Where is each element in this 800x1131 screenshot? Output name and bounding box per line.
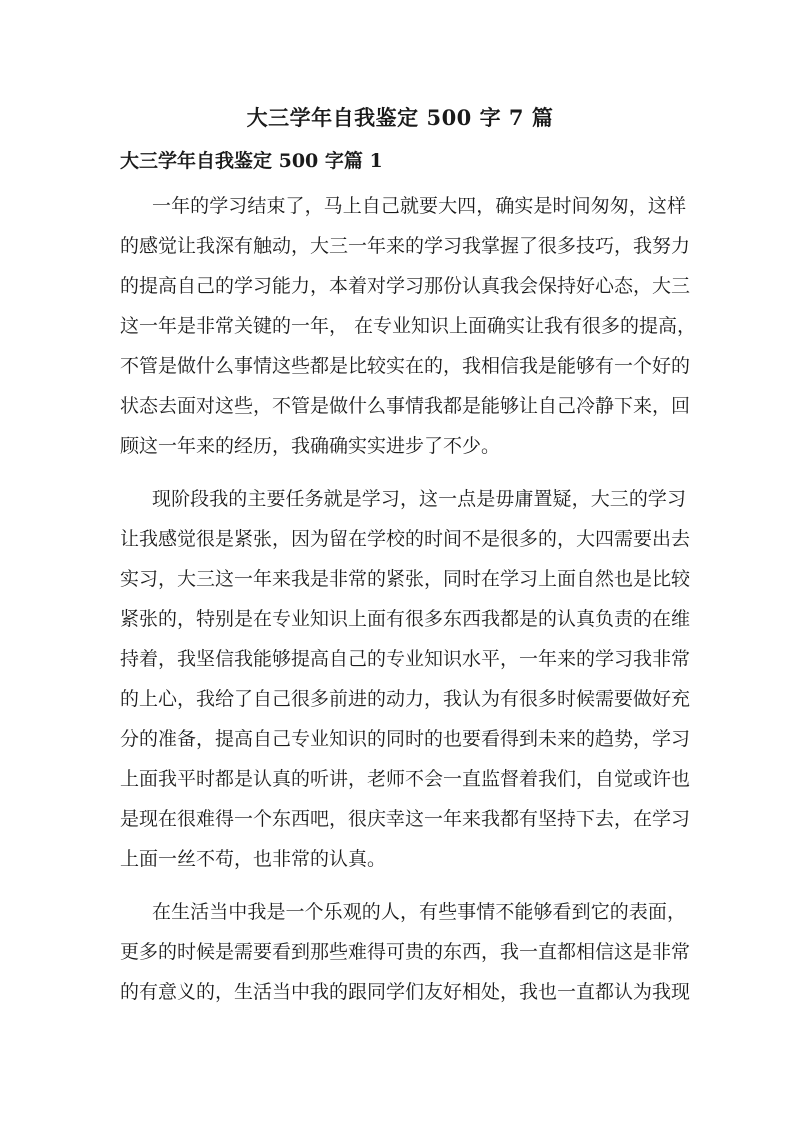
paragraph-line: 现阶段我的主要任务就是学习，这一点是毋庸置疑，大三的学习 — [152, 488, 686, 510]
paragraph-line: 上面一丝不苟，也非常的认真。 — [120, 848, 387, 870]
paragraph-line: 一年的学习结束了，马上自己就要大四，确实是时间匆匆，这样 — [152, 195, 686, 217]
paragraph-gap — [120, 879, 686, 892]
paragraph-line: 是现在很难得一个东西吧，很庆幸这一年来我都有坚持下去，在学习 — [120, 808, 691, 830]
document-title: 大三学年自我鉴定 500 字 7 篇 — [246, 105, 554, 130]
paragraph-2 — [120, 479, 691, 879]
section-heading: 大三学年自我鉴定 500 字篇 1 — [120, 150, 383, 172]
paragraph-line: 的上心，我给了自己很多前进的动力，我认为有很多时候需要做好充 — [120, 688, 691, 710]
document-body — [120, 186, 697, 1012]
paragraph-line: 在生活当中我是一个乐观的人，有些事情不能够看到它的表面， — [152, 901, 686, 923]
paragraph-line: 持着，我坚信我能够提高自己的专业知识水平，一年来的学习我非常 — [120, 648, 691, 670]
paragraph-line: 更多的时候是需要看到那些难得可贵的东西，我一直都相信这是非常 — [120, 941, 691, 963]
paragraph-line: 顾这一年来的经历，我确确实实进步了不少。 — [120, 435, 501, 457]
paragraph-line: 这一年是非常关键的一年， 在专业知识上面确实让我有很多的提高， — [120, 315, 697, 337]
paragraph-line: 的提高自己的学习能力，本着对学习那份认真我会保持好心态，大三 — [120, 275, 691, 297]
paragraph-line: 分的准备，提高自己专业知识的同时的也要看得到未来的趋势，学习 — [120, 728, 691, 750]
paragraph-line: 实习，大三这一年来我是非常的紧张，同时在学习上面自然也是比较 — [120, 568, 691, 590]
paragraph-line: 的有意义的，生活当中我的跟同学们友好相处，我也一直都认为我现 — [120, 981, 691, 1003]
paragraph-line: 紧张的，特别是在专业知识上面有很多东西我都是的认真负责的在维 — [120, 608, 691, 630]
paragraph-line: 的感觉让我深有触动，大三一年来的学习我掌握了很多技巧，我努力 — [120, 235, 691, 257]
paragraph-line: 状态去面对这些，不管是做什么事情我都是能够让自己冷静下来，回 — [120, 395, 691, 417]
paragraph-3 — [120, 892, 691, 1012]
paragraph-line: 让我感觉很是紧张，因为留在学校的时间不是很多的，大四需要出去 — [120, 528, 691, 550]
paragraph-line: 不管是做什么事情这些都是比较实在的，我相信我是能够有一个好的 — [120, 355, 691, 377]
paragraph-1 — [120, 186, 697, 466]
paragraph-gap — [120, 466, 686, 479]
paragraph-line: 上面我平时都是认真的听讲，老师不会一直监督着我们，自觉或许也 — [120, 768, 691, 790]
